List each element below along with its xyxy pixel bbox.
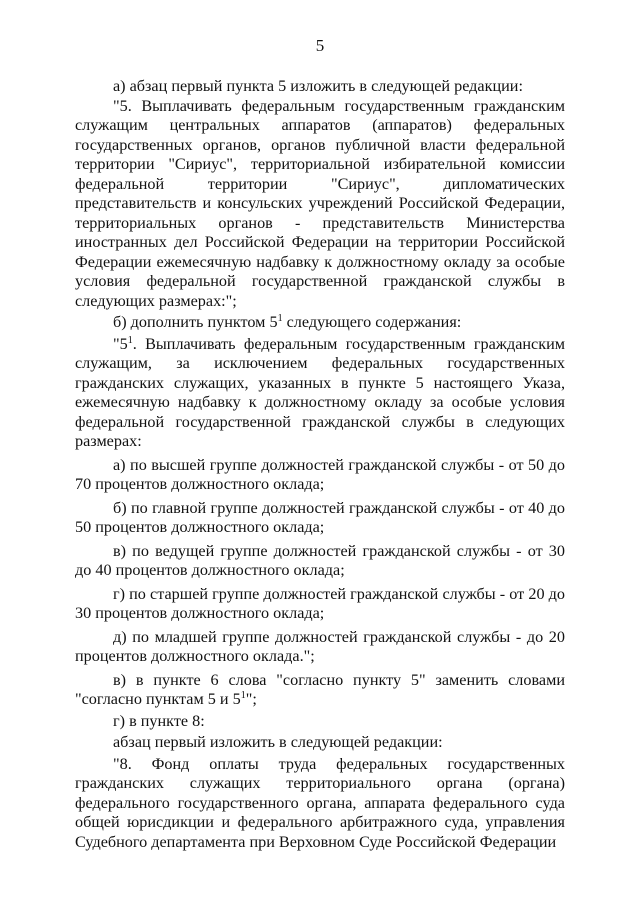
- text-segment: . Выплачивать федеральным государственным гражданским служащим, за исключением федеральных государственных гражданских служащих, указанных в пункте 5 настоящего Указа, ежемесячную надбавку к должностному окладу за особые условия федеральной государственной гражданской службы в следующих размерах:: [75, 334, 565, 450]
- text-segment: "5: [113, 334, 128, 353]
- paragraph-group-highest: а) по высшей группе должностей гражданской службы - от 50 до 70 процентов должностного оклада;: [75, 455, 565, 493]
- paragraph-amendment-a: а) абзац первый пункта 5 изложить в следующей редакции:: [113, 77, 523, 95]
- text-segment: ";: [245, 690, 257, 708]
- paragraph-clause-5-1-text: [75, 335, 565, 452]
- text-segment: следующего содержания:: [282, 313, 462, 331]
- superscript: 1: [240, 690, 246, 701]
- paragraph-clause-5-text: "5. Выплачивать федеральным государственным гражданским служащим центральных аппаратов (аппаратов) федеральных государственных органов, органов публичной власти федеральной территории "Сириус", территориальной избирательной комиссии федеральной территории "Сириус", дипломатических представительств и консульских учреждений Российской Федерации, территориальных органов - представительств Министерства иностранных дел Российской Федерации на территории Российской Федерации ежемесячную надбавку к должностному окладу за особые условия федеральной государственной гражданской службы в следующих размерах:";: [75, 96, 565, 310]
- paragraph-group-leading: в) по ведущей группе должностей гражданской службы - от 30 до 40 процентов должностного оклада;: [75, 541, 565, 579]
- paragraph-amendment-b: [75, 313, 565, 333]
- paragraph-amendment-v: [75, 671, 565, 710]
- paragraph-group-main: б) по главной группе должностей гражданской службы - от 40 до 50 процентов должностного оклада;: [75, 498, 565, 536]
- paragraph-group-senior: г) по старшей группе должностей гражданской службы - от 20 до 30 процентов должностного оклада;: [75, 584, 565, 622]
- page-number: 5: [315, 36, 325, 55]
- superscript: 1: [127, 334, 133, 346]
- paragraph-amendment-g: г) в пункте 8:: [113, 711, 205, 730]
- paragraph-first-abzac: абзац первый изложить в следующей редакции:: [113, 733, 443, 751]
- document-body: [75, 77, 565, 852]
- text-segment: б) дополнить пунктом 5: [113, 313, 278, 331]
- superscript: 1: [277, 313, 283, 324]
- paragraph-clause-8-text: "8. Фонд оплаты труда федеральных государственных гражданских служащих территориального органа (органа) федерального государственного органа, аппарата федерального суда общей юрисдикции и федерального арбитражного суда, управления Судебного департамента при Верховном Суде Российской Федерации: [75, 754, 565, 851]
- text-segment: в) в пункте 6 слова "согласно пункту 5" заменить словами "согласно пунктам 5 и 5: [75, 670, 565, 708]
- paragraph-group-junior: д) по младшей группе должностей гражданской службы - до 20 процентов должностного оклада.";: [75, 627, 565, 665]
